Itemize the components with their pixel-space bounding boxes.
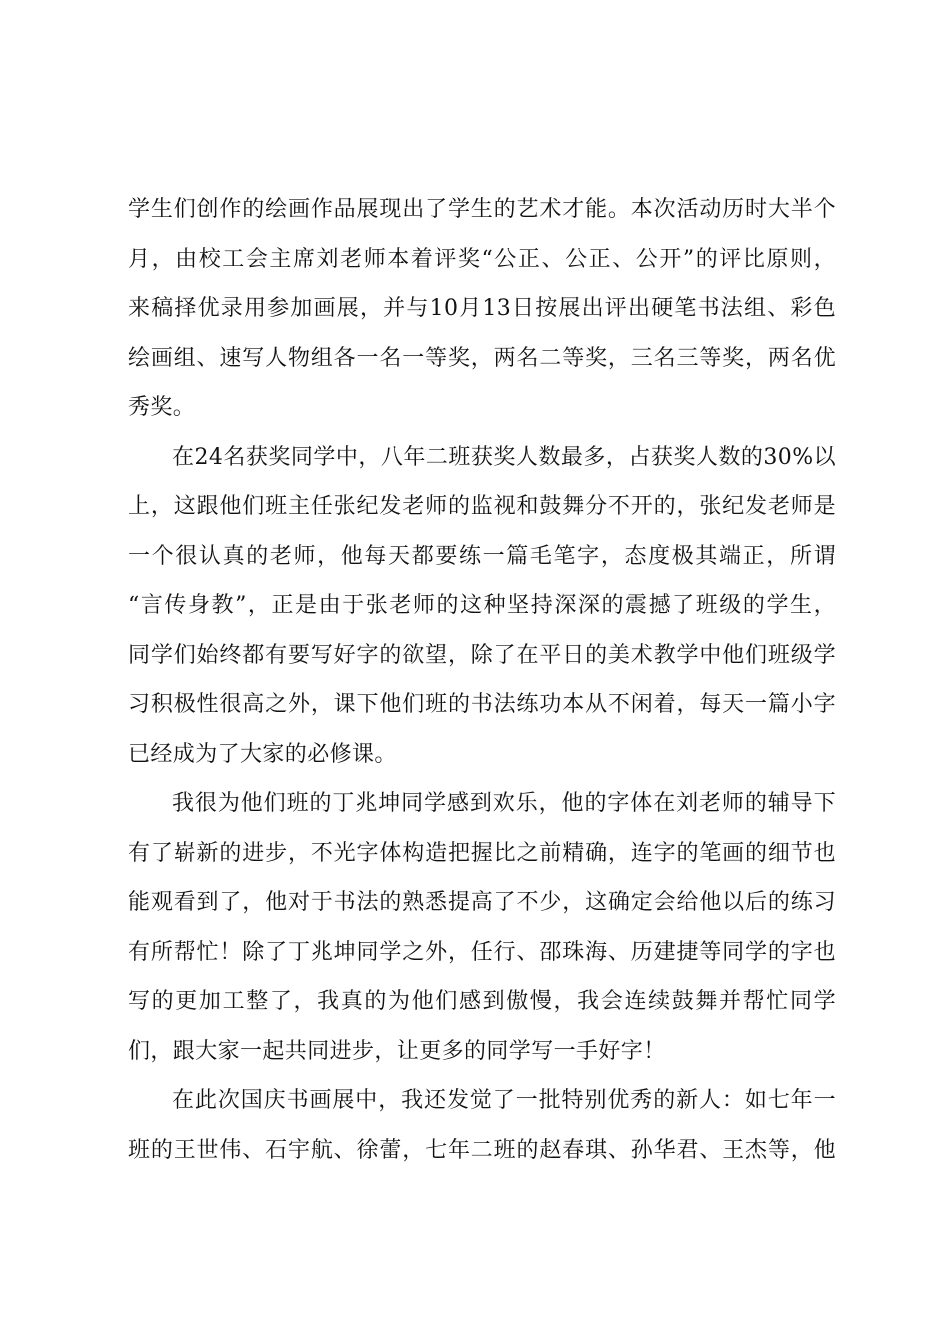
text-line: 有了崭新的进步，不光字体构造把握比之前精确，连字的笔画的细节也: [128, 840, 836, 866]
paragraph-4: [128, 1076, 836, 1175]
paragraph-2: [128, 433, 836, 780]
text-line: 能观看到了，他对于书法的熟悉提高了不少，这确定会给他以后的练习: [128, 890, 836, 915]
text-line: 我很为他们班的丁兆坤同学感到欢乐，他的字体在刘老师的辅导下: [172, 791, 836, 816]
text-line: 在此次国庆书画展中，我还发觉了一批特别优秀的新人：如七年一: [172, 1088, 836, 1113]
paragraph-1: [128, 185, 836, 433]
text-line: 秀奖。: [128, 395, 196, 420]
text-line: 有所帮忙！除了丁兆坤同学之外，任行、邵珠海、历建捷等同学的字也: [128, 939, 836, 965]
text-line: 学生们创作的绘画作品展现出了学生的艺术才能。本次活动历时大半个: [128, 197, 836, 222]
text-line: 月，由校工会主席刘老师本着评奖“公正、公正、公开”的评比原则，: [128, 246, 836, 272]
text-line: 习积极性很高之外，课下他们班的书法练功本从不闲着，每天一篇小字: [128, 692, 836, 717]
text-line: 们，跟大家一起共同进步，让更多的同学写一手好字！: [128, 1038, 666, 1064]
text-line: 在24名获奖同学中，八年二班获奖人数最多，占获奖人数的30%以: [172, 444, 836, 470]
text-line: 来稿择优录用参加画展，并与10月13日按展出评出硬笔书法组、彩色: [128, 296, 836, 321]
body-text: [128, 185, 836, 1175]
text-line: 写的更加工整了，我真的为他们感到傲慢，我会连续鼓舞并帮忙同学: [128, 989, 836, 1014]
text-line: 班的王世伟、石宇航、徐蕾，七年二班的赵春琪、孙华君、王杰等，他: [128, 1137, 836, 1163]
text-line: “言传身教”，正是由于张老师的这种坚持深深的震撼了班级的学生，: [128, 593, 836, 618]
text-line: 一个很认真的老师，他每天都要练一篇毛笔字，态度极其端正，所谓: [128, 543, 836, 569]
text-line: 绘画组、速写人物组各一名一等奖，两名二等奖，三名三等奖，两名优: [128, 345, 836, 371]
text-line: 上，这跟他们班主任张纪发老师的监视和鼓舞分不开的，张纪发老师是: [128, 494, 836, 519]
paragraph-3: [128, 779, 836, 1076]
text-line: 同学们始终都有要写好字的欲望，除了在平日的美术教学中他们班级学: [128, 642, 836, 668]
text-line: 已经成为了大家的必修课。: [128, 741, 397, 767]
